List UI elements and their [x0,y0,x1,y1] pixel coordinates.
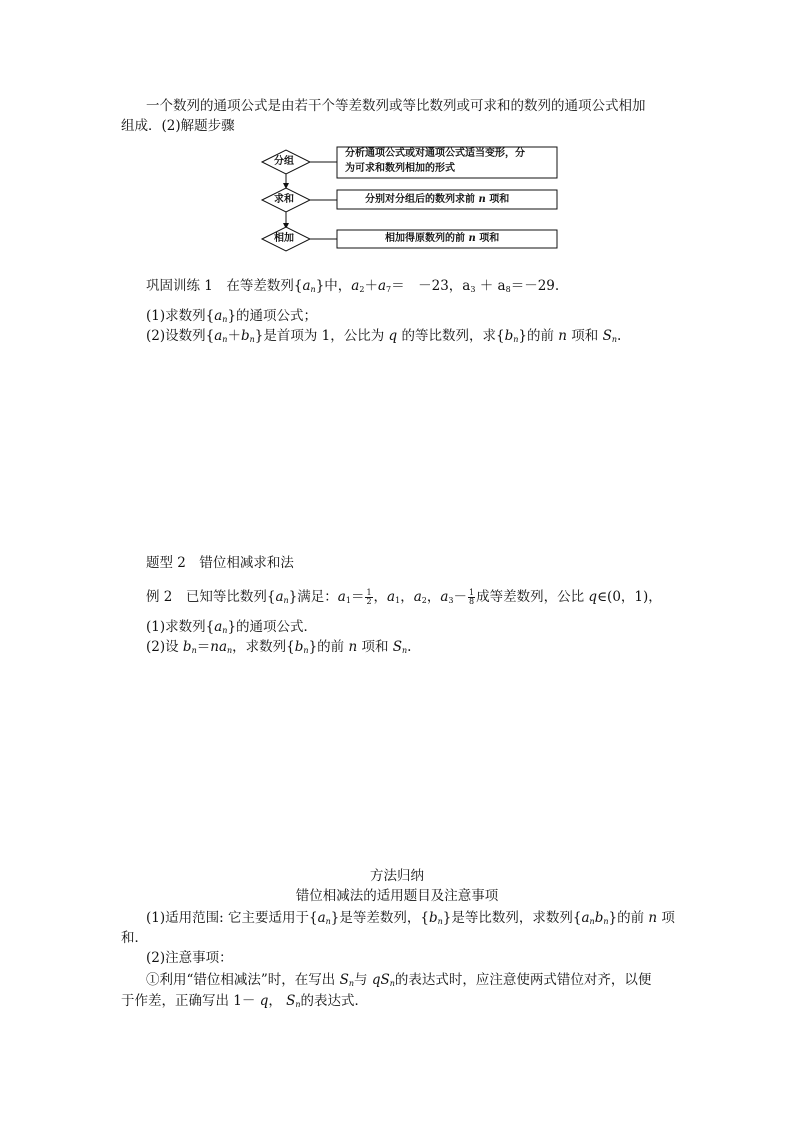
method-subtitle: 错位相减法的适用题目及注意事项 [295,888,499,904]
intro-line-1: 一个数列的通项公式是由若干个等差数列或等比数列或可求和的数列的通项公式相加 [146,98,646,114]
flow-step-1-label: 分组 [274,156,294,167]
example-2-statement: 例 2 已知等比数列$\{a_n\}$满足：$a_1=$ $\frac{1}{2}$ ，$a_1$，$a_2$，$a_3-$ $\frac{1}{8}$ 成等差数列，公比 q∈(0，1)， [146,588,662,606]
exercise-1-statement: 巩固训练 1 在等差数列$\{a_n\}$中，$a_2+a_7=$ －23，$a_3 + a_8=-29$. [146,278,560,294]
method-paragraph-3: ①利用“错位相减法”时，在写出 $S_n$与 $qS_n$的表达式时，应注意使两式错位对齐，以便 [146,972,652,988]
type-2-heading: 题型 2 错位相减求和法 [146,555,294,571]
method-paragraph-1: (1)适用范围: 它主要适用于$\{a_n\}$是等差数列，$\{b_n\}$是等比数列，求数列$\{a_nb_n\}$的前 n 项 [146,910,675,926]
fraction-one-half: $\frac{1}{2}$ [366,588,372,606]
flow-step-2-label: 求和 [274,194,294,205]
flow-step-1-text-line-1: 分析通项公式或对通项公式适当变形，分 [345,148,525,159]
example-2-question-2: (2)设 $b_n=na_n$，求数列$\{b_n\}$的前 n 项和 $S_n$. [146,639,412,655]
solution-steps-flowchart [0,140,794,400]
intro-line-2: 组成．(2)解题步骤 [121,118,235,134]
method-paragraph-2: (2)注意事项： [146,950,233,966]
flow-step-1-text-line-2: 为可求和数列相加的形式 [345,163,455,174]
example-2-question-1: (1)求数列$\{a_n\}$的通项公式． [146,619,318,635]
fraction-one-eighth: $\frac{1}{8}$ [469,588,475,606]
exercise-1-question-2: (2)设数列$\{a_n+b_n\}$是首项为 1，公比为 q 的等比数列，求$\{b_n\}$的前 n 项和 $S_n$. [146,328,622,344]
exercise-1-question-1: (1)求数列$\{a_n\}$的通项公式； [146,308,318,324]
method-title: 方法归纳 [370,868,424,884]
flow-step-3-text: 相加得原数列的前 n 项和 [385,233,500,244]
flow-step-2-text: 分别对分组后的数列求前 n 项和 [365,194,510,205]
method-paragraph-3-line-2: 于作差，正确写出 1－ q， $S_n$的表达式． [121,993,369,1009]
method-paragraph-1-line-2: 和． [121,930,148,946]
flow-step-3-label: 相加 [274,233,294,244]
